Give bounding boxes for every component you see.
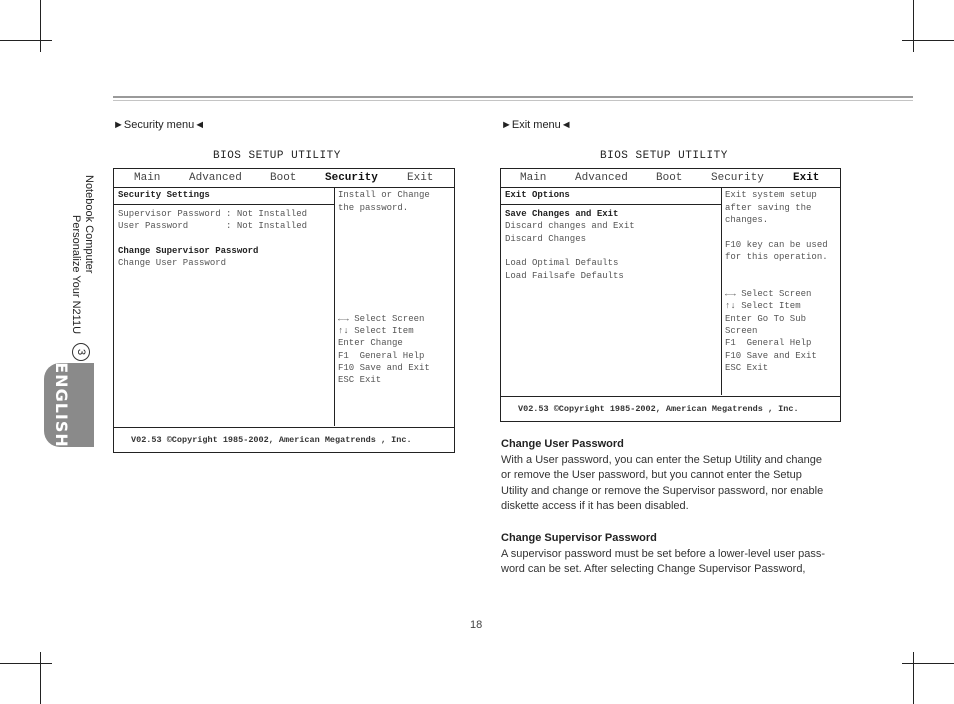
key-hint: ←→ Select Screen (338, 314, 425, 324)
panel-divider (114, 204, 334, 205)
supervisor-password-status: Supervisor Password : Not Installed (118, 209, 308, 219)
crop-mark (40, 0, 41, 52)
security-options-panel (114, 187, 335, 426)
tab-main[interactable]: Main (134, 172, 161, 184)
key-hint: F1 General Help (725, 338, 812, 348)
tab-main[interactable]: Main (520, 172, 547, 184)
discard-changes-item[interactable]: Discard Changes (505, 234, 587, 244)
help-text: Install or Change (338, 190, 430, 200)
chapter-number-icon: 3 (72, 343, 90, 361)
tab-security[interactable]: Security (325, 172, 378, 184)
key-hint: Screen (725, 326, 758, 336)
help-text: Exit system setup (725, 190, 817, 200)
crop-mark (913, 652, 914, 704)
language-tab (44, 363, 94, 447)
paragraph-line: or remove the User password, but you cannot enter the Setup (501, 469, 802, 481)
crop-mark (902, 40, 954, 41)
exit-help-panel (722, 187, 840, 395)
exit-bios-title: BIOS SETUP UTILITY (600, 150, 728, 162)
exit-options-title: Exit Options (505, 190, 570, 200)
crop-mark (0, 40, 52, 41)
crop-mark (0, 663, 52, 664)
key-hint: F1 General Help (338, 351, 425, 361)
paragraph-line: diskette access if it has been disabled. (501, 500, 689, 512)
security-help-panel (335, 187, 454, 426)
chapter-title-line2: Notebook Computer (83, 175, 95, 274)
section-heading: Change Supervisor Password (501, 532, 657, 544)
panel-divider (501, 204, 721, 205)
section-heading: Change User Password (501, 438, 624, 450)
page-number: 18 (470, 619, 483, 631)
key-hint: F10 Save and Exit (338, 363, 430, 373)
change-supervisor-password-item[interactable]: Change Supervisor Password (118, 246, 259, 256)
exit-menu-heading: ►Exit menu◄ (501, 119, 572, 131)
tab-advanced[interactable]: Advanced (575, 172, 628, 184)
change-user-password-section (501, 437, 841, 515)
tab-security[interactable]: Security (711, 172, 764, 184)
security-settings-title: Security Settings (118, 190, 210, 200)
discard-changes-and-exit-item[interactable]: Discard changes and Exit (505, 221, 635, 231)
key-hint: ↑↓ Select Item (725, 301, 801, 311)
tab-exit[interactable]: Exit (793, 172, 820, 184)
exit-tab-bar (501, 169, 840, 188)
key-hint: Enter Go To Sub (725, 314, 807, 324)
security-bios-title: BIOS SETUP UTILITY (213, 150, 341, 162)
chapter-title-line1: Personalize Your N211U (70, 215, 82, 335)
tab-boot[interactable]: Boot (656, 172, 683, 184)
crop-mark (913, 0, 914, 52)
paragraph-line: A supervisor password must be set before a lower-level user pass- (501, 547, 826, 560)
help-text: F10 key can be used (725, 240, 828, 250)
paragraph-line: word can be set. After selecting Change Supervisor Password, (501, 563, 806, 575)
user-password-status: User Password : Not Installed (118, 221, 308, 231)
key-hint: ←→ Select Screen (725, 289, 812, 299)
language-tab-label: ENGLISH (52, 362, 71, 448)
help-text: for this operation. (725, 252, 828, 262)
header-rule-thin (113, 100, 913, 101)
crop-mark (902, 663, 954, 664)
key-hint: F10 Save and Exit (725, 351, 817, 361)
tab-boot[interactable]: Boot (270, 172, 297, 184)
load-failsafe-defaults-item[interactable]: Load Failsafe Defaults (505, 271, 624, 281)
tab-exit[interactable]: Exit (407, 172, 434, 184)
exit-bios-footer (501, 396, 840, 421)
change-user-password-item[interactable]: Change User Password (118, 258, 227, 268)
copyright-text: V02.53 ©Copyright 1985-2002, American Megatrends , Inc. (131, 435, 412, 445)
security-bios-footer (114, 427, 454, 452)
change-supervisor-password-section (501, 531, 841, 578)
key-hint: Enter Change (338, 338, 403, 348)
paragraph-line: With a User password, you can enter the Setup Utility and change (501, 453, 823, 466)
key-hint: ↑↓ Select Item (338, 326, 414, 336)
help-text: after saving the (725, 203, 812, 213)
crop-mark (40, 652, 41, 704)
load-optimal-defaults-item[interactable]: Load Optimal Defaults (505, 258, 619, 268)
chapter-title (68, 175, 98, 335)
exit-bios-screen (500, 168, 841, 422)
key-hint: ESC Exit (725, 363, 769, 373)
copyright-text: V02.53 ©Copyright 1985-2002, American Megatrends , Inc. (518, 404, 799, 414)
tab-advanced[interactable]: Advanced (189, 172, 242, 184)
security-bios-screen (113, 168, 455, 453)
key-hint: ESC Exit (338, 375, 382, 385)
save-changes-and-exit-item[interactable]: Save Changes and Exit (505, 209, 619, 219)
exit-options-panel (501, 187, 722, 395)
header-rule (113, 96, 913, 98)
security-tab-bar (114, 169, 454, 188)
help-text: changes. (725, 215, 769, 225)
paragraph-line: Utility and change or remove the Supervisor password, nor enable (501, 484, 824, 497)
security-menu-heading: ►Security menu◄ (113, 119, 206, 131)
help-text: the password. (338, 203, 409, 213)
